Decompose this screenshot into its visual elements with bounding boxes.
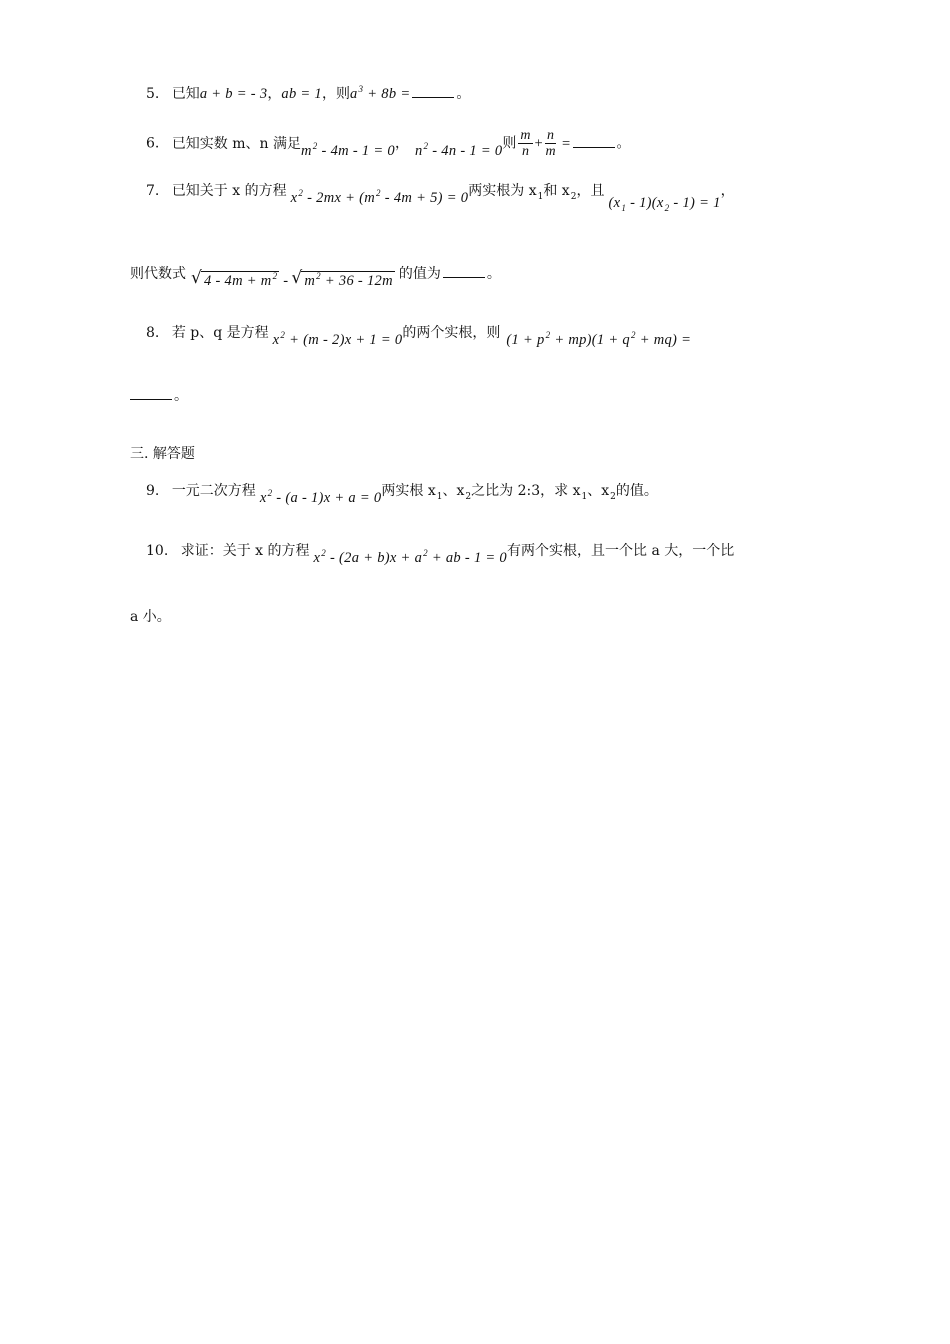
question-text: ，: [720, 183, 735, 199]
question-number: 8.: [146, 325, 160, 341]
math-expression: $n^2 - 4n - 1 = 0$: [414, 140, 503, 159]
question-text: 。: [174, 388, 188, 404]
question-number: 5.: [146, 86, 160, 102]
question-text: 。: [456, 86, 471, 102]
question-10: [146, 540, 735, 566]
answer-blank[interactable]: [443, 262, 485, 278]
question-text: 已知: [171, 86, 200, 102]
equals-sign: =: [562, 135, 571, 152]
question-text: 则代数式: [130, 266, 186, 282]
math-expression: ab = 1: [281, 86, 322, 102]
sqrt-expression: √ $m^2 + 36 - 12m$: [301, 271, 394, 291]
question-text: 求证：关于 x 的方程: [180, 543, 310, 559]
question-8: [146, 322, 692, 348]
math-expression: $(x_1 - 1)(x_2 - 1) = 1$: [608, 195, 721, 213]
math-expression: √ $4 - 4m + m^2$ - √ $m^2 + 36 - 12m$: [192, 273, 395, 289]
math-expression: $a^3 + 8b$ =: [349, 84, 411, 102]
question-8-continued: [130, 384, 188, 407]
section-heading: [130, 443, 195, 465]
question-text: ，: [267, 86, 282, 102]
question-text: 若 p、q 是方程: [171, 325, 269, 341]
question-5: [146, 82, 470, 106]
question-text: 的值为: [398, 266, 441, 282]
answer-blank[interactable]: [412, 82, 454, 98]
question-7-continued: [130, 262, 501, 289]
question-text: ，则: [321, 86, 350, 102]
sqrt-expression: √ $4 - 4m + m^2$: [201, 271, 279, 291]
math-expression: $x^2 - 2mx + (m^2 - 4m + 5) = 0$: [290, 188, 469, 206]
question-text: ，: [394, 135, 409, 152]
question-number: 9.: [146, 483, 160, 499]
fraction-m-over-n: $\frac{m}{n}$: [520, 128, 531, 159]
section-title: 三. 解答题: [130, 446, 195, 462]
question-text: 两实根 $x_1$、$x_2$之比为 2:3，求 $x_1$、$x_2$的值。: [381, 483, 658, 502]
math-expression: $x^2 - (2a + b)x + a^2$ + ab - 1 = 0: [313, 548, 507, 566]
question-text: 已知关于 x 的方程: [171, 183, 287, 199]
math-expression: a + b = - 3: [199, 86, 268, 102]
fraction-n-over-m: $\frac{n}{m}$: [545, 128, 556, 159]
question-text: 两实根为 $x_1$和 $x_2$，且: [468, 183, 605, 202]
question-text: 则: [502, 135, 517, 152]
question-text: 的两个实根，则: [402, 325, 501, 341]
plus-sign: +: [534, 135, 544, 152]
question-number: 6.: [146, 135, 160, 152]
question-text: 有两个实根，且一个比 a 大，一个比: [507, 543, 735, 559]
question-text: 。: [616, 135, 631, 152]
question-6: [146, 128, 631, 159]
answer-blank[interactable]: [573, 132, 615, 148]
math-expression: $x^2 + (m - 2)x + 1 = 0$: [272, 330, 403, 348]
question-text: 。: [486, 266, 501, 282]
question-9: [146, 480, 658, 504]
question-number: 10.: [146, 543, 169, 559]
question-10-continued: [130, 606, 171, 628]
question-text: 一元二次方程: [171, 483, 256, 499]
math-expression: $m^2 - 4m - 1 = 0$: [301, 140, 395, 159]
math-expression: $(1 + p^2 + mp)(1 + q^2 + mq)$ =: [506, 330, 692, 348]
question-text: a 小。: [130, 609, 171, 625]
question-text: 已知实数 m、n 满足: [171, 135, 302, 152]
math-expression: $x^2 - (a - 1)x + a = 0$: [259, 488, 382, 506]
question-number: 7.: [146, 183, 160, 199]
question-7: [146, 180, 735, 213]
answer-blank[interactable]: [130, 384, 172, 400]
